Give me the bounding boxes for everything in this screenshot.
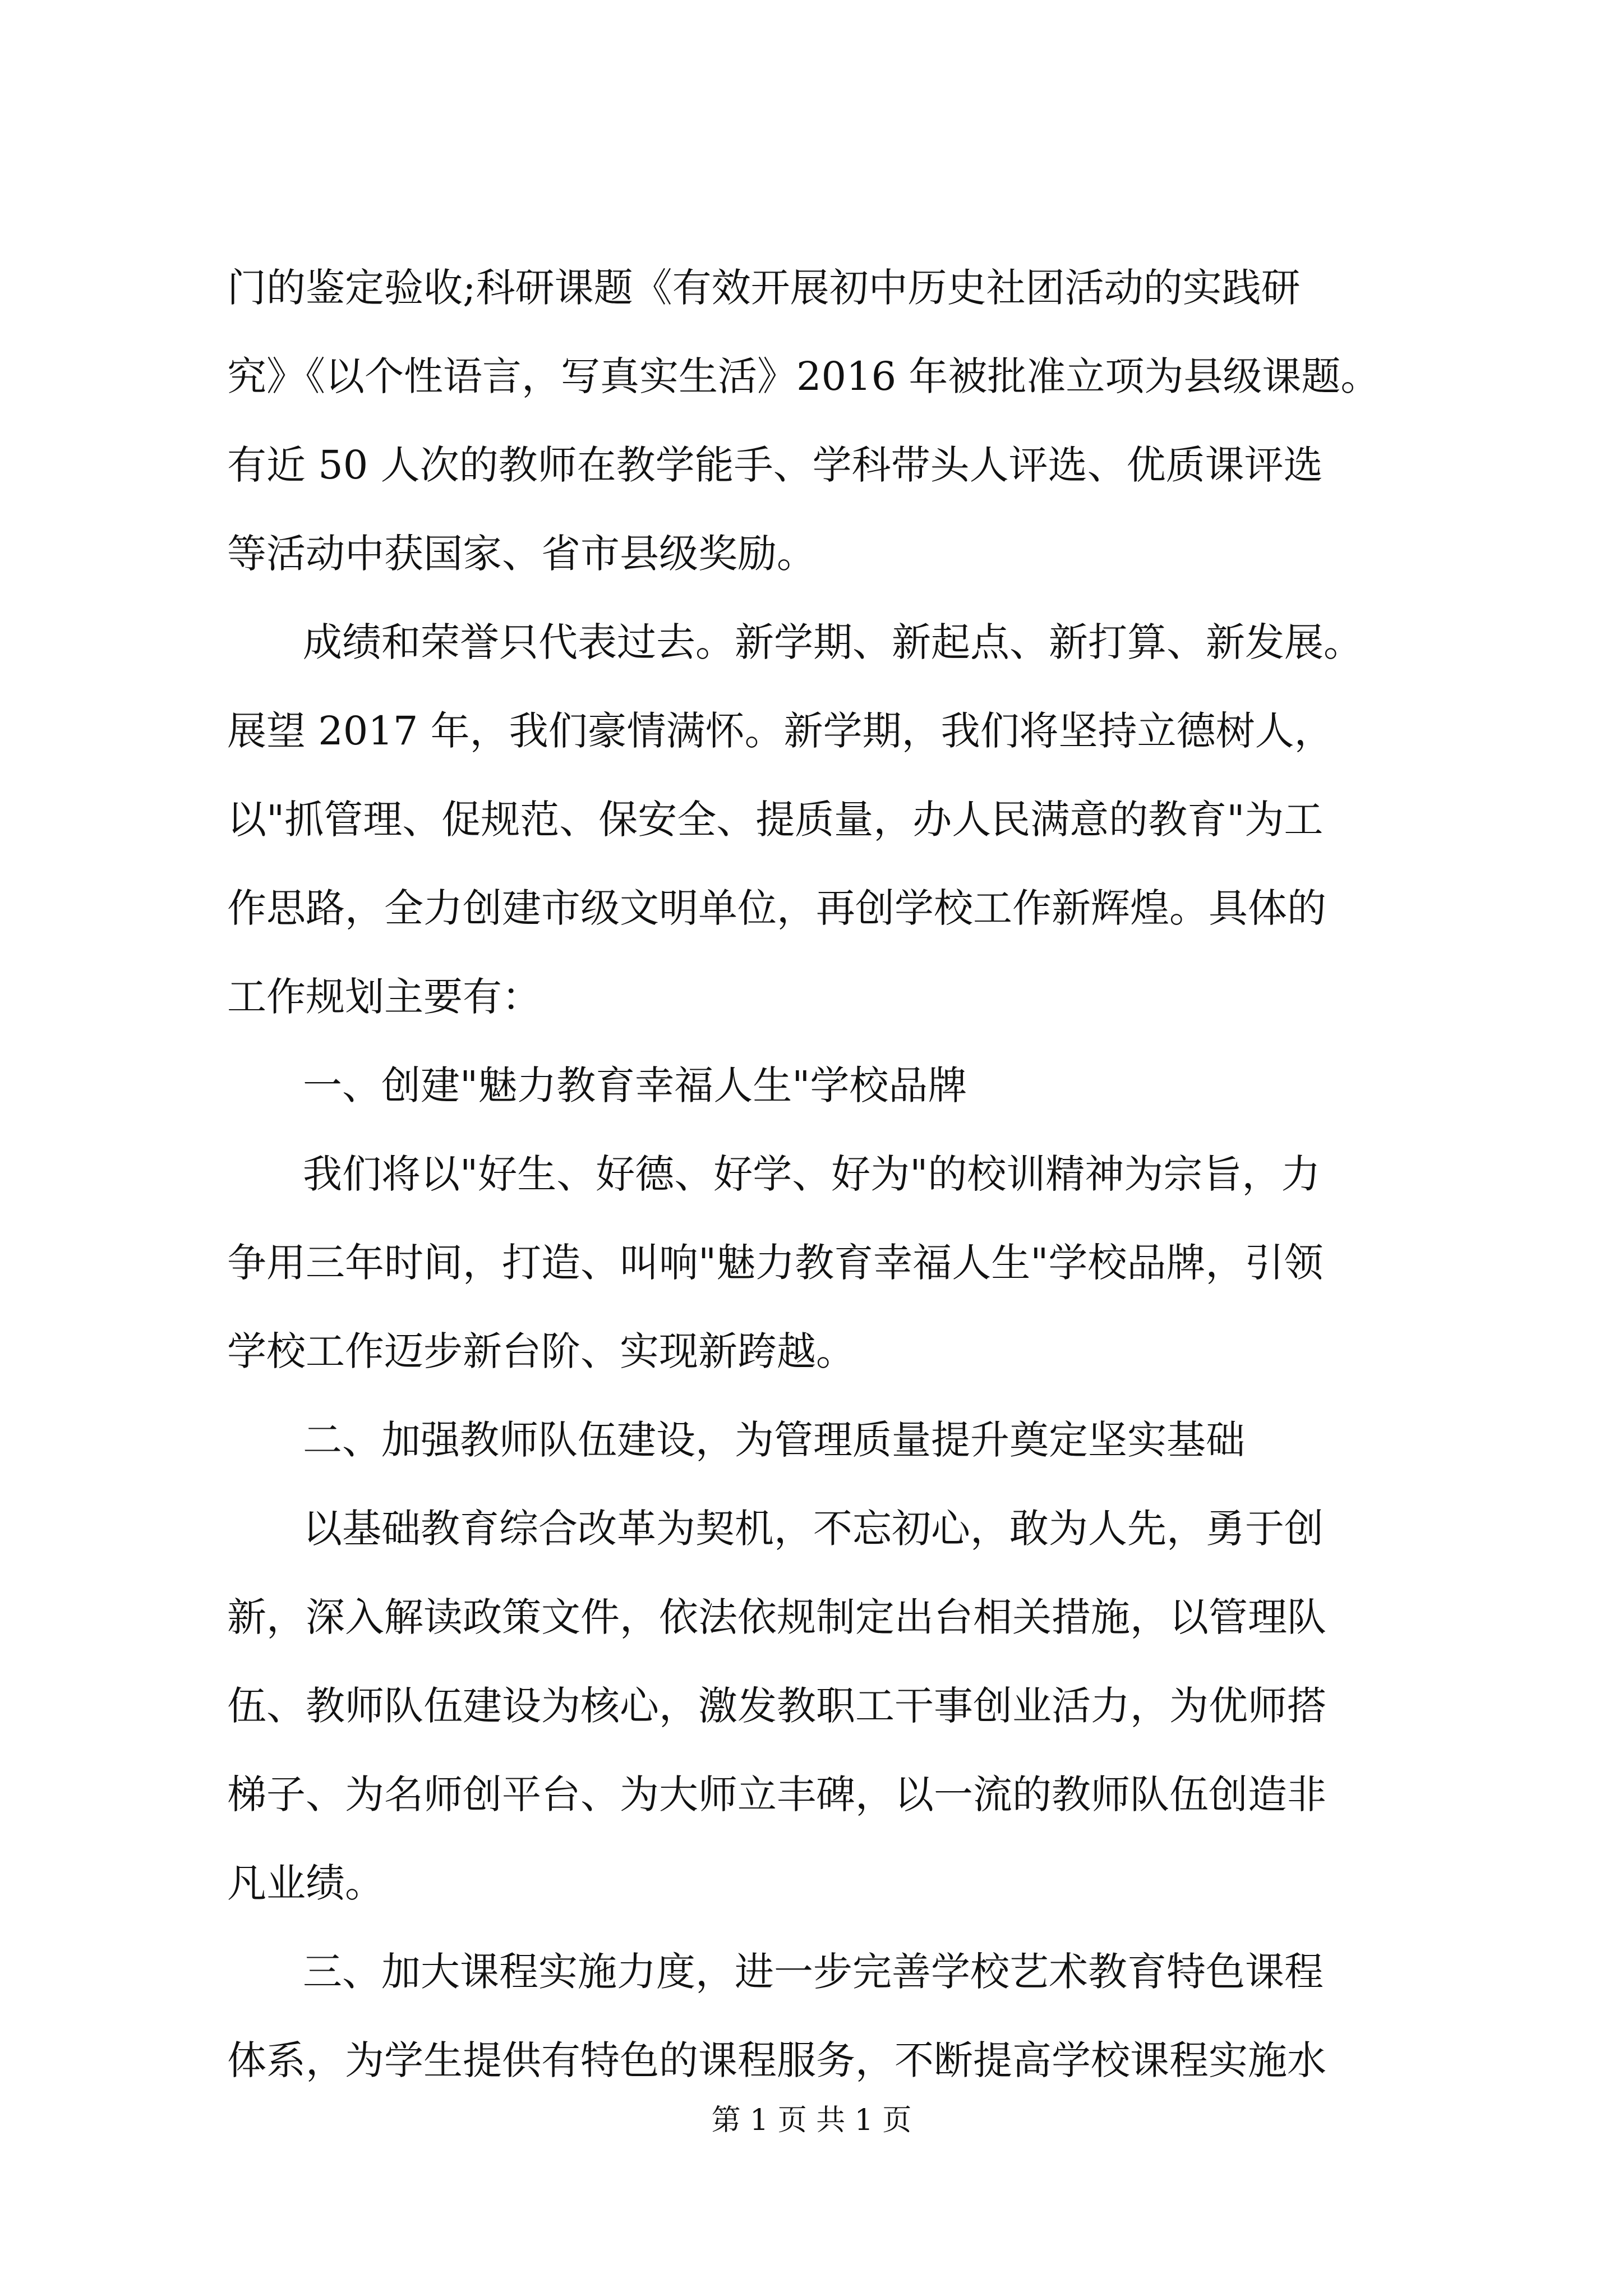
text-line: 作思路，全力创建市级文明单位，再创学校工作新辉煌。具体的 bbox=[227, 885, 1326, 931]
section-heading: 一、创建"魅力教育幸福人生"学校品牌 bbox=[303, 1062, 967, 1108]
text-line: 新，深入解读政策文件，依法依规制定出台相关措施，以管理队 bbox=[227, 1594, 1326, 1640]
text-line: 工作规划主要有： bbox=[227, 974, 541, 1020]
text-line: 体系，为学生提供有特色的课程服务，不断提高学校课程实施水 bbox=[227, 2037, 1326, 2083]
page-footer: 第 1 页 共 1 页 bbox=[711, 2104, 912, 2137]
text-line: 以"抓管理、促规范、保安全、提质量，办人民满意的教育"为工 bbox=[227, 797, 1324, 843]
paragraph-start: 我们将以"好生、好德、好学、好为"的校训精神为宗旨，力 bbox=[303, 1151, 1321, 1197]
paragraph-start: 以基础教育综合改革为契机，不忘初心，敢为人先，勇于创 bbox=[303, 1506, 1324, 1552]
text-line: 梯子、为名师创平台、为大师立丰碑，以一流的教师队伍创造非 bbox=[227, 1772, 1326, 1818]
section-heading: 三、加大课程实施力度，进一步完善学校艺术教育特色课程 bbox=[303, 1949, 1324, 1995]
paragraph-start: 成绩和荣誉只代表过去。新学期、新起点、新打算、新发展。 bbox=[303, 619, 1363, 665]
text-line: 有近 50 人次的教师在教学能手、学科带头人评选、优质课评选 bbox=[227, 442, 1323, 488]
text-line: 门的鉴定验收;科研课题《有效开展初中历史社团活动的实践研 bbox=[227, 265, 1301, 311]
text-line: 等活动中获国家、省市县级奖励。 bbox=[227, 531, 816, 577]
text-line: 究》《以个性语言，写真实生活》2016 年被批准立项为县级课题。 bbox=[227, 353, 1380, 399]
text-line: 争用三年时间，打造、叫响"魅力教育幸福人生"学校品牌，引领 bbox=[227, 1240, 1324, 1286]
text-line: 展望 2017 年，我们豪情满怀。新学期，我们将坚持立德树人， bbox=[227, 708, 1334, 754]
section-heading: 二、加强教师队伍建设，为管理质量提升奠定坚实基础 bbox=[303, 1417, 1245, 1463]
text-line: 凡业绩。 bbox=[227, 1860, 384, 1906]
text-line: 伍、教师队伍建设为核心，激发教职工干事创业活力，为优师搭 bbox=[227, 1683, 1326, 1729]
text-line: 学校工作迈步新台阶、实现新跨越。 bbox=[227, 1328, 855, 1374]
